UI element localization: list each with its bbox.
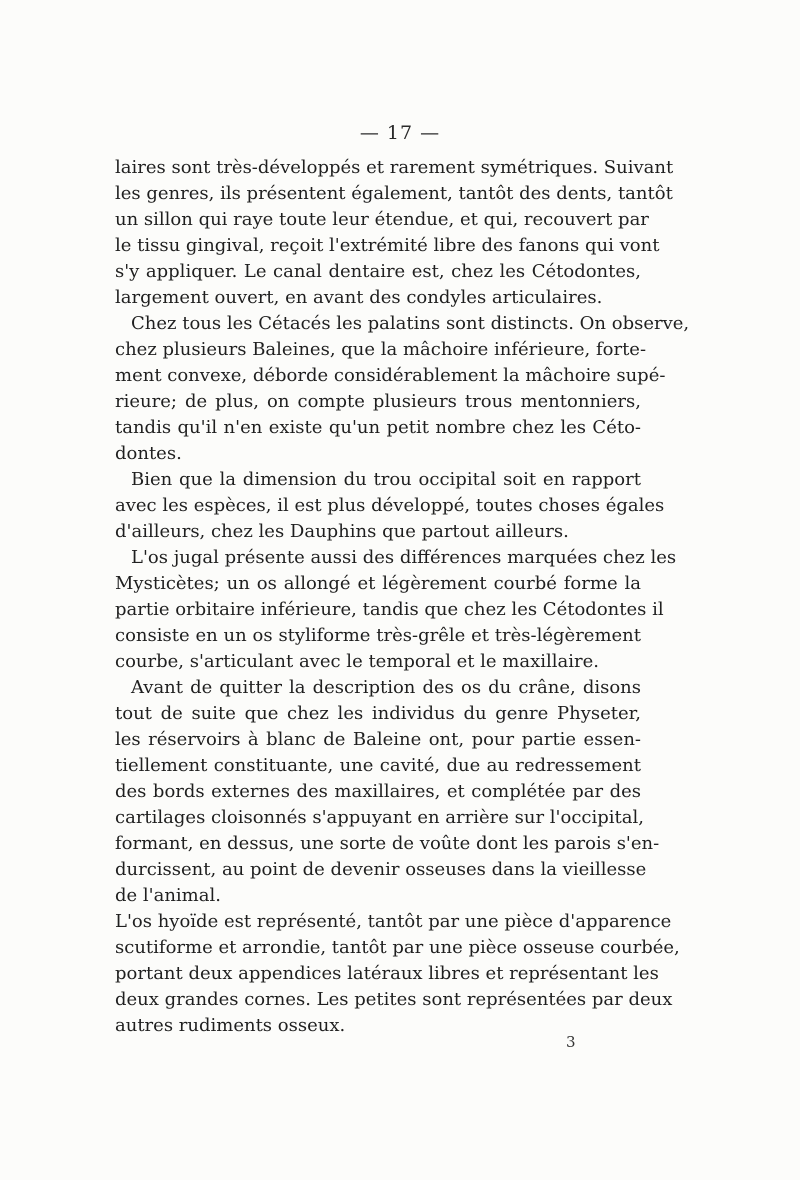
- text-line: laires sont très-développés et rarement symétriques. Suivant: [115, 157, 674, 178]
- text-line: tout de suite que chez les individus du genre Physeter,: [115, 703, 641, 724]
- text-line: partie orbitaire inférieure, tandis que chez les Cétodontes il: [115, 599, 664, 620]
- text-line: s'y appliquer. Le canal dentaire est, chez les Cétodontes,: [115, 261, 641, 282]
- text-line: ment convexe, déborde considérablement la mâchoire supé-: [115, 365, 666, 386]
- page-number: — 17 —: [359, 122, 441, 144]
- text-line: de l'animal.: [115, 885, 221, 906]
- text-line: portant deux appendices latéraux libres et représentant les: [115, 963, 659, 984]
- text-line: d'ailleurs, chez les Dauphins que partout ailleurs.: [115, 521, 569, 542]
- text-line: Mysticètes; un os allongé et légèrement courbé forme la: [115, 573, 641, 594]
- text-line: avec les espèces, il est plus développé, toutes choses égales: [115, 495, 665, 516]
- text-line: les genres, ils présentent également, tantôt des dents, tantôt: [115, 183, 673, 204]
- text-line: dontes.: [115, 443, 182, 464]
- text-line: tandis qu'il n'en existe qu'un petit nombre chez les Céto-: [115, 417, 641, 438]
- text-line: chez plusieurs Baleines, que la mâchoire inférieure, forte-: [115, 339, 647, 360]
- text-line: formant, en dessus, une sorte de voûte dont les parois s'en-: [115, 833, 660, 854]
- body-text: [115, 155, 690, 1039]
- text-line: un sillon qui raye toute leur étendue, et qui, recouvert par: [115, 209, 649, 230]
- text-line: durcissent, au point de devenir osseuses dans la vieillesse: [115, 859, 647, 880]
- text-line: courbe, s'articulant avec le temporal et le maxillaire.: [115, 651, 599, 672]
- text-line: L'os hyoïde est représenté, tantôt par une pièce d'apparence: [115, 911, 672, 932]
- text-line: les réservoirs à blanc de Baleine ont, pour partie essen-: [115, 729, 641, 750]
- text-line: le tissu gingival, reçoit l'extrémité libre des fanons qui vont: [115, 235, 660, 256]
- text-line: scutiforme et arrondie, tantôt par une pièce osseuse courbée,: [115, 937, 680, 958]
- text-line: L'os jugal présente aussi des différences marquées chez les: [131, 547, 677, 568]
- text-line: cartilages cloisonnés s'appuyant en arrière sur l'occipital,: [115, 807, 644, 828]
- text-line: deux grandes cornes. Les petites sont représentées par deux: [115, 989, 673, 1010]
- text-line: des bords externes des maxillaires, et complétée par des: [115, 781, 641, 802]
- text-line: consiste en un os styliforme très-grêle et très-légèrement: [115, 625, 641, 646]
- text-line: Avant de quitter la description des os du crâne, disons: [131, 677, 641, 698]
- text-line: autres rudiments osseux.: [115, 1015, 346, 1036]
- signature-mark: 3: [566, 1033, 576, 1051]
- text-line: rieure; de plus, on compte plusieurs trous mentonniers,: [115, 391, 641, 412]
- text-line: Bien que la dimension du trou occipital soit en rapport: [131, 469, 641, 490]
- text-line: tiellement constituante, une cavité, due au redressement: [115, 755, 641, 776]
- text-line: largement ouvert, en avant des condyles articulaires.: [115, 287, 603, 308]
- text-line: Chez tous les Cétacés les palatins sont distincts. On observe,: [131, 313, 690, 334]
